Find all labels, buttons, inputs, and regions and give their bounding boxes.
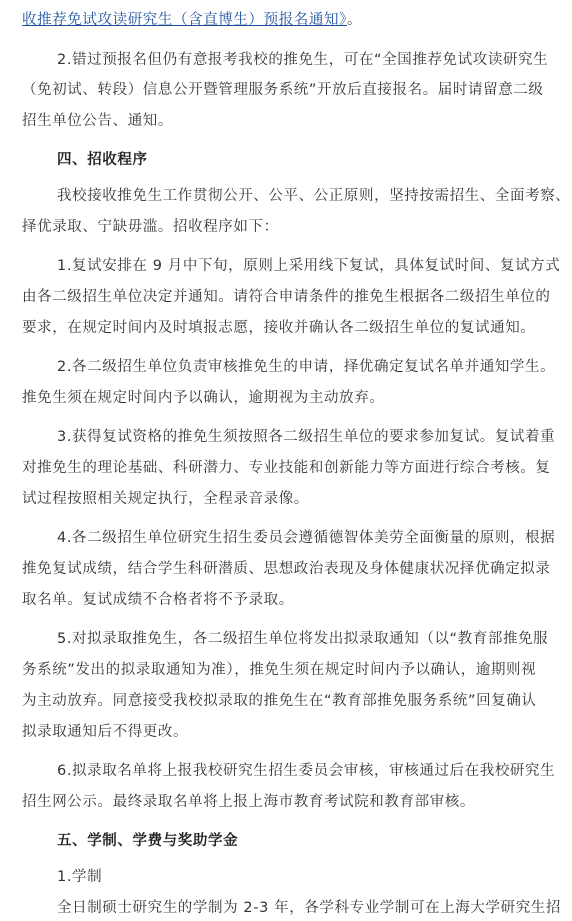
step-4-line-1: 4.各二级招生单位研究生招生委员会遵循德智体美劳全面衡量的原则，根据 [57,530,556,546]
step-1-line-2: 由各二级招生单位决定并通知。请符合申请条件的推免生根据各二级招生单位的 [22,289,551,305]
step-3-line-2: 对推免生的理论基础、科研潜力、专业技能和创新能力等方面进行综合考核。复 [22,460,551,476]
step-6-line-2: 招生网公示。最终录取名单将上报上海市教育考试院和教育部审核。 [22,794,475,810]
notice-link[interactable]: 收推荐免试攻读研究生（含直博生）预报名通知》 [22,12,347,28]
step-5-line-3: 为主动放弃。同意接受我校拟录取的推免生在“教育部推免服务系统”回复确认 [22,693,537,709]
procedure-intro-line-1: 我校接收推免生工作贯彻公开、公平、公正原则，坚持按需招生、全面考察、 [57,188,571,204]
step-1-line-3: 要求，在规定时间内及时填报志愿，接收并确认各二级招生单位的复试通知。 [22,320,536,336]
step-1-line-1: 1.复试安排在 9 月中下旬，原则上采用线下复试，具体复试时间、复试方式 [57,258,561,274]
step-6-line-1: 6.拟录取名单将上报我校研究生招生委员会审核，审核通过后在我校研究生 [57,763,556,779]
step-3-line-3: 试过程按照相关规定执行，全程录音录像。 [22,491,309,507]
section-5-heading: 五、学制、学费与奖助学金 [57,833,239,849]
step-2-line-2: 推免生须在规定时间内予以确认，逾期视为主动放弃。 [22,390,385,406]
duration-line-1: 全日制硕士研究生的学制为 2-3 年，各学科专业学制可在上海大学研究生招 [57,900,561,916]
subsection-1-heading: 1.学制 [57,869,103,885]
intro-line [22,10,362,30]
section-4-heading: 四、招收程序 [57,152,148,168]
step-4-line-2: 推免复试成绩，结合学生科研潜质、思想政治表现及身体健康状况择优确定拟录 [22,561,551,577]
procedure-intro-line-2: 择优录取、宁缺毋滥。招收程序如下： [22,219,279,235]
step-4-line-3: 取名单。复试成绩不合格者将不予录取。 [22,592,294,608]
step-5-line-4: 拟录取通知后不得更改。 [22,724,189,740]
step-3-line-1: 3.获得复试资格的推免生须按照各二级招生单位的要求参加复试。复试着重 [57,429,556,445]
late-registration-line-2: （免初试、转段）信息公开暨管理服务系统”开放后直接报名。届时请留意二级 [22,82,544,98]
step-2-line-1: 2.各二级招生单位负责审核推免生的申请，择优确定复试名单并通知学生。 [57,359,556,375]
late-registration-line-1: 2.错过预报名但仍有意报考我校的推免生，可在“全国推荐免试攻读研究生 [57,52,549,68]
step-5-line-1: 5.对拟录取推免生，各二级招生单位将发出拟录取通知（以“教育部推免服 [57,631,549,647]
intro-tail: 。 [346,12,363,28]
late-registration-line-3: 招生单位公告、通知。 [22,113,173,129]
step-5-line-2: 务系统”发出的拟录取通知为准），推免生须在规定时间内予以确认，逾期则视 [22,662,537,678]
